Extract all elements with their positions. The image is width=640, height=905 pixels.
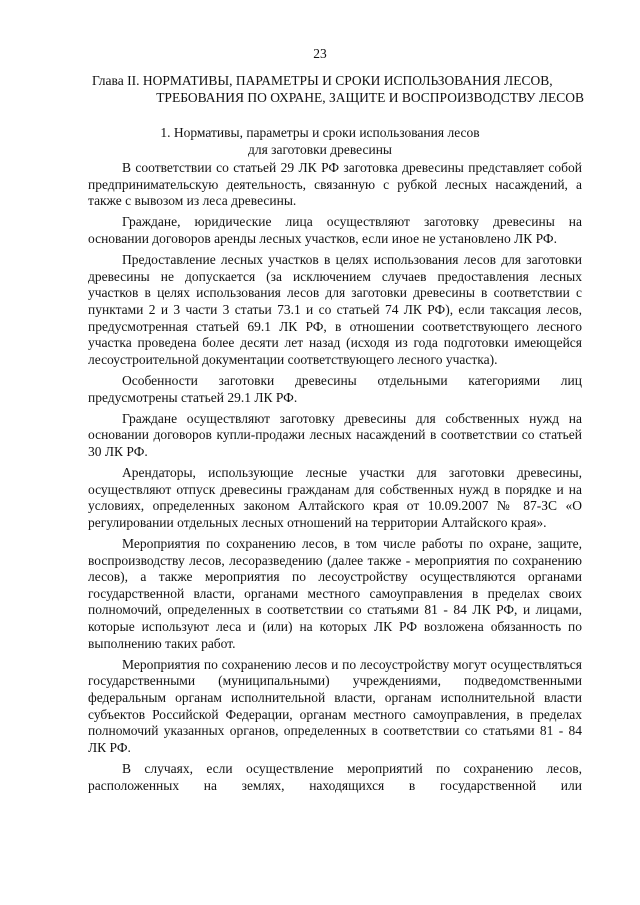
page-number: 23: [313, 46, 327, 61]
section-title-line-2: для заготовки древесины: [247, 142, 393, 157]
section-title-line-1: 1. Нормативы, параметры и сроки использования лесов: [160, 125, 480, 140]
paragraph: В соответствии со статьей 29 ЛК РФ заготовка древесины представляет собой предпринимательскую деятельность, связанную с рубкой лесных насаждений, а также с вывозом из леса древесины.: [88, 160, 582, 209]
chapter-title: [92, 72, 592, 106]
paragraph: Граждане осуществляют заготовку древесины для собственных нужд на основании договоров купли-продажи лесных насаждений в соответствии со статьей 30 ЛК РФ.: [88, 410, 582, 459]
section-title: [80, 124, 560, 158]
body-text: [88, 160, 582, 799]
paragraph: Мероприятия по сохранению лесов и по лесоустройству могут осуществляться государственными (муниципальными) учреждениями, подведомственными федеральным органам исполнительной власти, органам исполнительной власти субъектов Российской Федерации, органам местного самоуправления, в пределах полномочий указанных органов, определенных в соответствии со статьями 81 - 84 ЛК РФ.: [88, 656, 582, 755]
paragraph: Особенности заготовки древесины отдельными категориями лиц предусмотрены статьей 29.1 ЛК РФ.: [88, 372, 582, 405]
chapter-title-line-2: ТРЕБОВАНИЯ ПО ОХРАНЕ, ЗАЩИТЕ И ВОСПРОИЗВОДСТВУ ЛЕСОВ: [156, 90, 584, 105]
paragraph: Предоставление лесных участков в целях использования лесов для заготовки древесины не допускается (за исключением случаев предоставления лесных участков в целях использования лесов для заготовки древесины в соответствии с пунктами 2 и 3 части 3 статьи 73.1 и со статьей 74 ЛК РФ), если таксация лесов, предусмотренная статьей 69.1 ЛК РФ, в отношении соответствующего лесного участка проведена более десяти лет назад (исходя из года подготовки имеющейся лесоустроительной документации соответствующего лесного участка).: [88, 252, 582, 367]
paragraph: Граждане, юридические лица осуществляют заготовку древесины на основании договоров аренды лесных участков, если иное не установлено ЛК РФ.: [88, 214, 582, 246]
paragraph: Арендаторы, использующие лесные участки для заготовки древесины, осуществляют отпуск древесины гражданам для собственных нужд в порядке и на условиях, определенных законом Алтайского края от 10.09.2007 № 87-ЗС «О регулировании отдельных лесных отношений на территории Алтайского края».: [88, 465, 582, 530]
chapter-title-line-1: Глава II. НОРМАТИВЫ, ПАРАМЕТРЫ И СРОКИ ИСПОЛЬЗОВАНИЯ ЛЕСОВ,: [92, 73, 553, 88]
paragraph-continued: В случаях, если осуществление мероприятий по сохранению лесов, расположенных на землях, находящихся в государственной или: [88, 760, 582, 793]
paragraph: Мероприятия по сохранению лесов, в том числе работы по охране, защите, воспроизводству лесов, лесоразведению (далее также - мероприятия по сохранению лесов), а также мероприятия по лесоустройству осуществляются органами государственной власти, органами местного самоуправления в пределах своих полномочий, определенных в соответствии со статьями 81 - 84 ЛК РФ, и лицами, которые используют леса и (или) на которых ЛК РФ возложена обязанность по выполнению таких работ.: [88, 536, 582, 651]
